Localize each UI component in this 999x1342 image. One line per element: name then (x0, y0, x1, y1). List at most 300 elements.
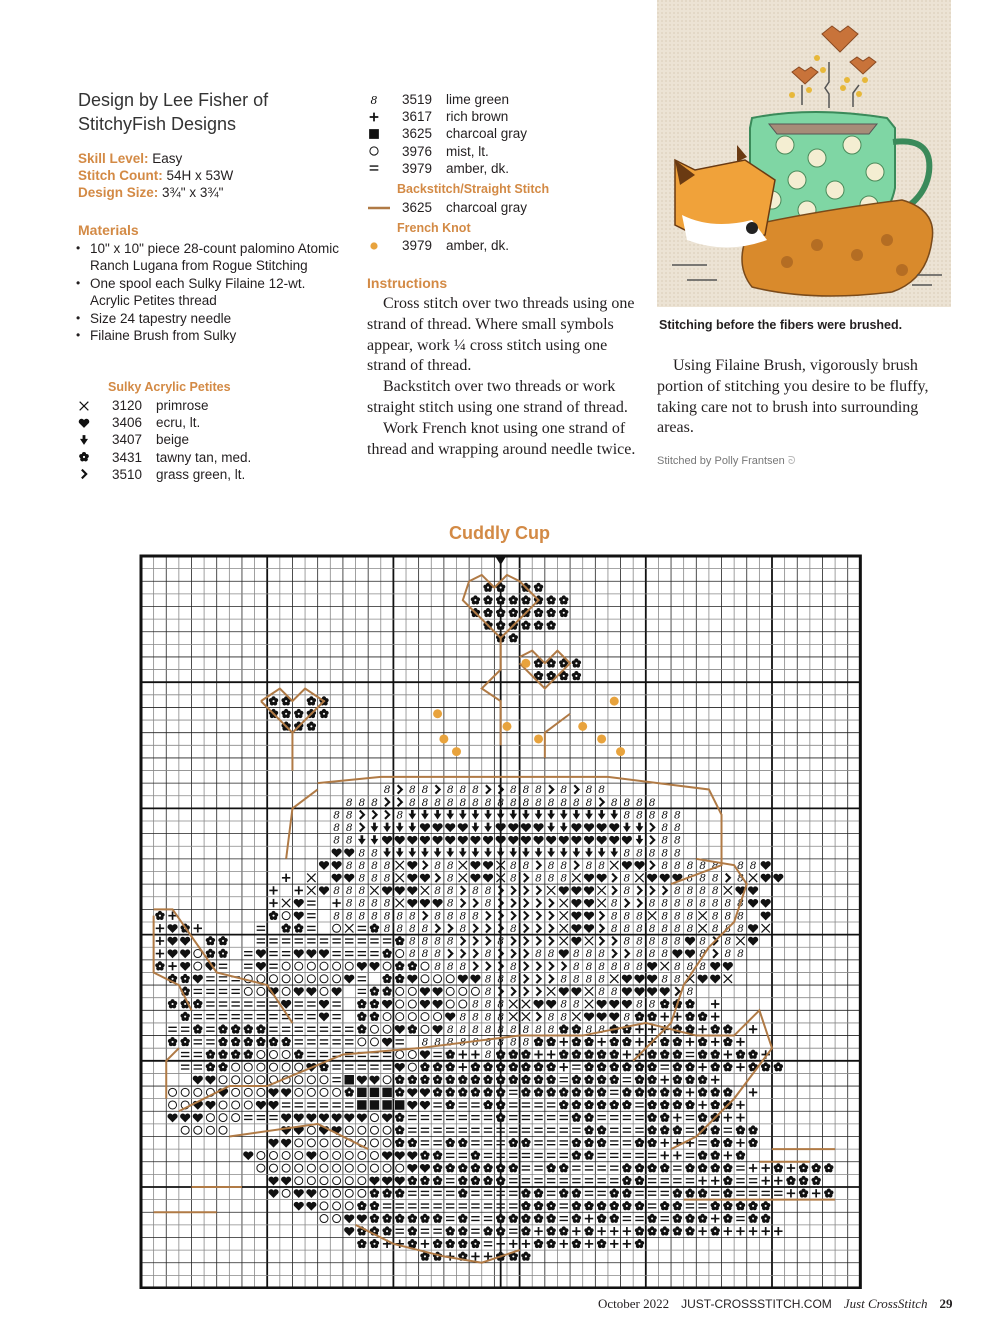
stitch-f (445, 1100, 454, 1109)
stitch-g (486, 911, 490, 919)
stitch-f (218, 1062, 227, 1071)
stitch-e (206, 1040, 214, 1044)
svg-text:8: 8 (333, 834, 340, 847)
stitch-f (635, 1012, 644, 1021)
stitch-h (180, 949, 190, 958)
svg-text:8: 8 (686, 910, 694, 923)
stitch-b (422, 923, 429, 935)
stitch-f (559, 1100, 568, 1109)
svg-text:8: 8 (636, 922, 643, 935)
stitch-f (647, 1113, 656, 1122)
stitch-b (333, 809, 340, 821)
stitch-h (584, 874, 594, 883)
stitch-h (609, 836, 619, 845)
stitch-x (635, 874, 643, 882)
stitch-f (546, 1075, 555, 1084)
center-marker-top-icon (496, 557, 506, 565)
stitch-p (787, 1189, 795, 1197)
stitch-h (685, 949, 695, 958)
stitch-p (156, 937, 164, 945)
stitch-f (382, 987, 391, 996)
stitch-e (408, 1204, 416, 1208)
stitch-g (663, 886, 667, 894)
stitch-e (332, 1040, 340, 1044)
stitch-o (396, 1164, 404, 1172)
materials-list (76, 240, 346, 344)
svg-text:8: 8 (623, 1011, 631, 1024)
stitch-g (524, 899, 528, 907)
stitch-f (218, 1024, 227, 1033)
stitch-e (446, 1128, 454, 1132)
stitch-h (344, 975, 354, 984)
stitch-g (473, 924, 477, 932)
stitch-o (396, 1000, 404, 1008)
stitch-d (371, 835, 379, 844)
equals-icon (368, 161, 402, 175)
stitch-f (319, 709, 328, 718)
issue-date: October 2022 (598, 1296, 670, 1311)
stitch-h (660, 874, 670, 883)
stitch-h (622, 987, 632, 996)
stitch-d (560, 823, 568, 832)
stitch-f (685, 1062, 694, 1071)
svg-text:8: 8 (724, 935, 732, 948)
stitch-b (472, 784, 479, 796)
stitch-h (584, 924, 594, 933)
stitch-h (571, 987, 581, 996)
svg-text:8: 8 (459, 1036, 467, 1049)
svg-text:8: 8 (472, 796, 479, 809)
stitch-g (473, 899, 477, 907)
material-item: • Size 24 tapestry needle (76, 310, 346, 327)
stitch-h (420, 1000, 430, 1009)
thread-number: 3625 (402, 126, 433, 142)
stitch-g (473, 962, 477, 970)
stitch-o (333, 1202, 341, 1210)
stitch-b (485, 999, 492, 1011)
stitch-e (560, 1154, 568, 1158)
stitch-b (586, 797, 593, 809)
stitch-g (549, 911, 553, 919)
stitch-p (194, 924, 202, 932)
stitch-e (206, 989, 214, 993)
stitch-x (547, 987, 555, 995)
stitch-b (346, 910, 353, 922)
svg-text:8: 8 (661, 822, 669, 835)
stitch-h (407, 861, 417, 870)
stitch-e (446, 1217, 454, 1221)
stitch-g (650, 861, 654, 869)
stitch-e (459, 1103, 467, 1107)
stitch-f (433, 1214, 442, 1223)
stitch-e (433, 1141, 441, 1145)
stitch-b (573, 797, 580, 809)
stitch-o (257, 975, 265, 983)
stitch-h (584, 886, 594, 895)
stitch-b (624, 910, 631, 922)
stitch-e (206, 977, 214, 981)
stitch-x (522, 1000, 530, 1008)
stitch-e (686, 1154, 694, 1158)
stitch-f (168, 1037, 177, 1046)
stitch-e (345, 939, 353, 943)
stitch-d (484, 848, 492, 857)
svg-text:8: 8 (610, 960, 618, 973)
stitch-f (206, 1050, 215, 1059)
key-row-3617 (368, 108, 527, 125)
stitch-p (787, 1164, 795, 1172)
stitch-h (609, 1013, 619, 1022)
svg-text:8: 8 (661, 922, 669, 935)
stitch-f (622, 1201, 631, 1210)
stitch-h (622, 1000, 632, 1009)
stitch-e (282, 1103, 290, 1107)
stitch-e (345, 1027, 353, 1031)
stitch-o (181, 1088, 189, 1096)
stitch-d (610, 848, 618, 857)
stitch-d (472, 823, 480, 832)
stitch-b (699, 860, 706, 872)
stitch-b (560, 872, 567, 884)
stitch-g (562, 962, 566, 970)
stitch-o (257, 1063, 265, 1071)
stitch-e (509, 1229, 517, 1233)
stitch-f (534, 1088, 543, 1097)
stitch-h (622, 836, 632, 845)
stitch-f (420, 1062, 429, 1071)
stitch-b (598, 973, 605, 985)
stitch-e (332, 1078, 340, 1082)
stitch-e (332, 1065, 340, 1069)
stitch-e (269, 964, 277, 968)
svg-text:8: 8 (446, 897, 454, 910)
stitch-b (624, 936, 631, 948)
stitch-f (685, 1188, 694, 1197)
stitch-f (395, 1138, 404, 1147)
stitch-b (459, 797, 466, 809)
stitch-b (687, 986, 694, 998)
stitch-f (496, 1163, 505, 1172)
stitch-e (484, 1116, 492, 1120)
stitch-b (573, 961, 580, 973)
backstitch-heading: Backstitch/Straight Stitch (397, 182, 550, 196)
fox-cup-illustration (657, 0, 951, 307)
stitch-g (713, 949, 717, 957)
svg-text:8: 8 (408, 784, 416, 797)
svg-text:8: 8 (345, 834, 353, 847)
stitch-h (647, 874, 657, 883)
stitch-f (711, 1088, 720, 1097)
stitch-g (435, 924, 439, 932)
stitch-e (623, 1128, 631, 1132)
stitch-g (423, 861, 427, 869)
stitch-f (534, 1214, 543, 1223)
svg-text:8: 8 (509, 1036, 517, 1049)
stitch-e (408, 1191, 416, 1195)
page-number: 29 (939, 1296, 953, 1311)
stitch-e (295, 1040, 303, 1044)
stitch-f (483, 1226, 492, 1235)
stitch-f (546, 1214, 555, 1223)
stitch-f (723, 1088, 732, 1097)
thread-number: 3120 (112, 398, 143, 414)
stitch-p (661, 1076, 669, 1084)
stitch-o (370, 1164, 378, 1172)
stitch-e (610, 1116, 618, 1120)
stitch-d (598, 848, 606, 857)
stitch-e (459, 1116, 467, 1120)
stitch-b (472, 1037, 479, 1049)
stitch-f (395, 1088, 404, 1097)
key-row-3976 (368, 143, 527, 160)
stitch-d (623, 823, 631, 832)
stitch-b (636, 936, 643, 948)
stitch-o (421, 962, 429, 970)
stitch-h (319, 1000, 329, 1009)
stitch-g (536, 861, 540, 869)
stitch-o (295, 1063, 303, 1071)
svg-text:8: 8 (636, 960, 643, 973)
key-row-3625 (368, 125, 527, 142)
stitch-f (496, 1050, 505, 1059)
stitch-x (509, 1000, 517, 1008)
stitch-b (674, 936, 681, 948)
stitch-h (559, 886, 569, 895)
stitch-p (661, 1012, 669, 1020)
stitch-f (635, 1239, 644, 1248)
stitch-g (600, 924, 604, 932)
stitch-h (332, 861, 342, 870)
stitch-b (346, 860, 353, 872)
stitch-f (711, 1050, 720, 1059)
svg-text:8: 8 (484, 885, 492, 898)
stitch-f (458, 1226, 467, 1235)
stitch-f (193, 1024, 202, 1033)
stitch-b (699, 936, 706, 948)
stitch-e (547, 1179, 555, 1183)
stitch-g (612, 874, 616, 882)
stitch-e (522, 1128, 530, 1132)
stitch-p (774, 1227, 782, 1235)
stitch-p (812, 1189, 820, 1197)
stitch-x (560, 924, 568, 932)
stitch-b (636, 797, 643, 809)
stitch-f (673, 1088, 682, 1097)
stitch-f (723, 1188, 732, 1197)
stitch-b (497, 936, 504, 948)
thread-name: lime green (446, 92, 510, 108)
stitch-d (459, 810, 467, 819)
stitch-p (471, 1050, 479, 1058)
stitch-f (471, 1088, 480, 1097)
svg-text:8: 8 (358, 796, 366, 809)
stitch-p (724, 1050, 732, 1058)
svg-text:8: 8 (648, 847, 656, 860)
stitch-g (612, 937, 616, 945)
stitch-e (383, 939, 391, 943)
stitch-f (408, 1075, 417, 1084)
stitch-h (319, 886, 329, 895)
stitch-f (774, 1062, 783, 1071)
stitch-b (384, 923, 391, 935)
stitch-b (661, 898, 668, 910)
stitch-e (547, 1128, 555, 1132)
stitch-f (811, 1163, 820, 1172)
stitch-g (473, 937, 477, 945)
svg-text:8: 8 (383, 922, 391, 935)
stitch-o (333, 1151, 341, 1159)
stitch-f (635, 1088, 644, 1097)
stitch-b (674, 898, 681, 910)
stitch-f (294, 709, 303, 718)
stitch-f (445, 1163, 454, 1172)
stitch-b (523, 784, 530, 796)
stitch-f (534, 1188, 543, 1197)
stitch-f (723, 1214, 732, 1223)
stitch-e (673, 1166, 681, 1170)
stitch-b (523, 1024, 530, 1036)
stitch-o (320, 1088, 328, 1096)
svg-text:8: 8 (623, 796, 631, 809)
stitch-h (382, 1000, 392, 1009)
stitch-e (623, 1154, 631, 1158)
stitch-b (649, 898, 656, 910)
stitch-g (536, 962, 540, 970)
stitch-e (635, 1191, 643, 1195)
svg-text:8: 8 (509, 1023, 517, 1036)
stitch-e (219, 964, 227, 968)
stitch-d (434, 848, 442, 857)
svg-text:8: 8 (648, 809, 656, 822)
stitch-p (724, 1113, 732, 1121)
stitch-h (748, 937, 758, 946)
stitch-b (674, 847, 681, 859)
stitch-h (432, 1025, 442, 1034)
stitch-e (572, 1128, 580, 1132)
svg-text:8: 8 (686, 986, 694, 999)
stitch-o (257, 1050, 265, 1058)
stitch-e (446, 1179, 454, 1183)
stitch-h (319, 861, 329, 870)
stitch-f (471, 595, 480, 604)
svg-text:8: 8 (674, 809, 681, 822)
svg-text:8: 8 (421, 948, 429, 961)
svg-text:8: 8 (674, 859, 681, 872)
stitch-h (521, 823, 531, 832)
stitch-d (421, 848, 429, 857)
stitch-o (307, 975, 315, 983)
stitch-e (181, 1053, 189, 1057)
svg-text:8: 8 (674, 973, 681, 986)
stitch-f (458, 1239, 467, 1248)
stitch-o (396, 1050, 404, 1058)
stitch-g (511, 949, 515, 957)
stitch-f (420, 1075, 429, 1084)
stitch-o (295, 1139, 303, 1147)
stitch-e (433, 1204, 441, 1208)
stitch-p (698, 1025, 706, 1033)
down-arrow-icon (78, 433, 112, 447)
stitch-o (244, 987, 252, 995)
stitch-o (194, 1126, 202, 1134)
byline-line-1: Design by Lee Fisher of (78, 90, 269, 110)
svg-text:8: 8 (686, 897, 694, 910)
stitch-f (572, 1138, 581, 1147)
stitch-f (546, 1163, 555, 1172)
stitch-e (433, 1128, 441, 1132)
stitch-f (155, 961, 164, 970)
stitch-f (824, 1188, 833, 1197)
stitch-o (232, 1088, 240, 1096)
stitch-f (748, 1214, 757, 1223)
svg-text:8: 8 (636, 910, 643, 923)
stitch-h (420, 874, 430, 883)
stitch-h (268, 1177, 278, 1186)
svg-text:8: 8 (484, 948, 492, 961)
stitch-x (522, 1012, 530, 1020)
stitch-e (332, 1103, 340, 1107)
stitch-g (511, 899, 515, 907)
stitch-b (687, 898, 694, 910)
stitch-e (661, 1191, 669, 1195)
svg-text:8: 8 (686, 885, 694, 898)
stitch-d (547, 823, 555, 832)
stitch-e (534, 1103, 542, 1107)
stitch-b (712, 923, 719, 935)
stitch-b (447, 797, 454, 809)
stitch-b (636, 910, 643, 922)
stitch-e (433, 1116, 441, 1120)
svg-text:8: 8 (674, 834, 681, 847)
stitch-b (409, 797, 416, 809)
stitch-e (370, 939, 378, 943)
stitch-f (597, 1062, 606, 1071)
stitch-e (648, 1204, 656, 1208)
stitch-g (524, 937, 528, 945)
stitch-h (407, 975, 417, 984)
stitch-e (597, 1166, 605, 1170)
svg-text:8: 8 (711, 910, 719, 923)
stitch-f (597, 1050, 606, 1059)
stitch-h (281, 1139, 291, 1148)
stitch-f (597, 1100, 606, 1109)
stitch-f (370, 1214, 379, 1223)
stitch-e (509, 1128, 517, 1132)
stitch-h (205, 1076, 215, 1085)
french-knot-dot-icon (368, 239, 402, 253)
stitch-x (307, 874, 315, 882)
svg-text:8: 8 (358, 910, 366, 923)
stitch-h (470, 836, 480, 845)
stitch-h (420, 1050, 430, 1059)
stitch-p (471, 1252, 479, 1260)
stitch-g (650, 836, 654, 844)
stitch-o (345, 1177, 353, 1185)
stitch-p (661, 1139, 669, 1147)
stitch-b (523, 1037, 530, 1049)
svg-text:8: 8 (459, 796, 467, 809)
stitch-b (624, 872, 631, 884)
stitch-b (598, 784, 605, 796)
stitch-g (461, 949, 465, 957)
stitch-f (723, 1062, 732, 1071)
svg-text:8: 8 (674, 922, 681, 935)
stitch-h (420, 987, 430, 996)
stitch-f (256, 1024, 265, 1033)
stitch-b (497, 973, 504, 985)
stitched-photo (657, 0, 951, 307)
stitch-g (549, 937, 553, 945)
